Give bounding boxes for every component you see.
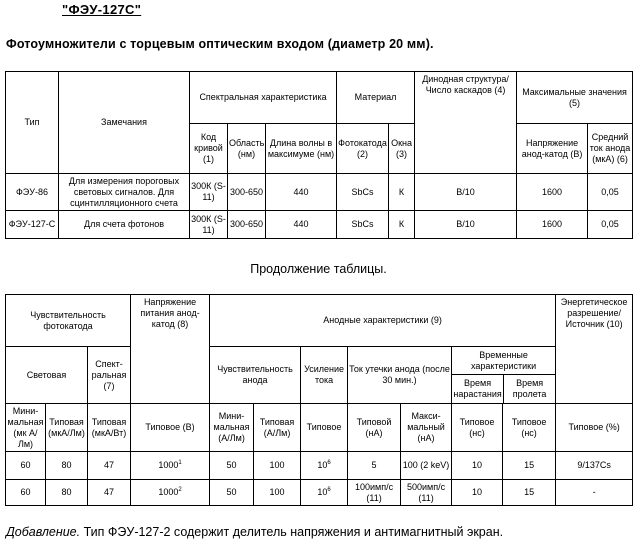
- cell-min-anode: 50: [210, 452, 254, 480]
- document-title: "ФЭУ-127С": [62, 2, 142, 17]
- header-anode-voltage: Напряжение анод-катод (В): [517, 124, 588, 174]
- table-row: [6, 174, 633, 211]
- addendum-label: Добавление.: [6, 525, 81, 539]
- header-remarks: Замечания: [59, 72, 190, 174]
- cell-typ-spectral: 47: [88, 480, 131, 506]
- cell-window: К: [389, 211, 415, 239]
- cell-photocathode: SbCs: [337, 174, 389, 211]
- cell-typ-luminous: 80: [46, 452, 88, 480]
- pmt-spec-table: [5, 71, 633, 239]
- addendum-text: Тип ФЭУ-127-2 содержит делитель напряжения и антимагнитный экран.: [80, 525, 504, 539]
- cell-photocathode: SbCs: [337, 211, 389, 239]
- header-window: Окна (3): [389, 124, 415, 174]
- header-time-characteristics: Временные характеристики: [452, 347, 555, 375]
- cell-voltage: 1000$^1$: [131, 452, 210, 480]
- cell-voltage: 1000$^2$: [131, 480, 210, 506]
- cell-curve-code: 300К (S-11): [190, 211, 228, 239]
- header-max-values: Максимальные значения (5): [517, 72, 633, 124]
- header-typ-anode: Типовая (А/Лм): [254, 404, 301, 452]
- header-anode-sensitivity: Чувствительность анода: [210, 347, 301, 404]
- header-material: Материал: [337, 72, 415, 124]
- header-range: Область (нм): [228, 124, 266, 174]
- cell-gain: $10^6$: [301, 480, 348, 506]
- cell-typ-anode: 100: [254, 452, 301, 480]
- cell-typ-anode: 100: [254, 480, 301, 506]
- header-gain: Усиление тока: [301, 347, 348, 404]
- header-typ-rise: Типовое (нс): [452, 404, 503, 452]
- table-row: [6, 480, 633, 506]
- cell-max-dark: 500имп/с (11): [401, 480, 452, 506]
- footnote-mark: 2: [178, 487, 182, 493]
- pmt-anode-table: [5, 294, 633, 506]
- cell-min-luminous: 60: [6, 452, 46, 480]
- header-rise-time: Время нарастания: [452, 375, 504, 403]
- cell-max-dark: 100 (2 keV): [401, 452, 452, 480]
- cell-curve-code: 300К (S-11): [190, 174, 228, 211]
- section-subtitle: Фотоумножители с торцевым оптическим входом (диаметр 20 мм).: [6, 37, 434, 51]
- cell-rise: 10: [452, 452, 503, 480]
- footnote-mark: 1: [178, 460, 182, 466]
- cell-typ-dark: 5: [348, 452, 401, 480]
- cell-resolution: 9/137Cs: [556, 452, 633, 480]
- header-typ-resolution: Типовое (%): [556, 404, 633, 452]
- table-row: [6, 452, 633, 480]
- cell-peak: 440: [266, 174, 337, 211]
- cell-peak: 440: [266, 211, 337, 239]
- header-typ-dark: Типовой (нА): [348, 404, 401, 452]
- cell-min-anode: 50: [210, 480, 254, 506]
- header-peak-wavelength: Длина волны в максимуме (нм): [266, 124, 337, 174]
- cell-rise: 10: [452, 480, 503, 506]
- gain-exponent: 6: [327, 487, 331, 493]
- cell-range: 300-650: [228, 211, 266, 239]
- cell-dynode: В/10: [415, 211, 517, 239]
- header-dynode: Динодная структура/Число каскадов (4): [415, 72, 517, 174]
- table-row: [6, 211, 633, 239]
- cell-type: ФЭУ-127-С: [6, 211, 59, 239]
- addendum-note: [6, 525, 503, 539]
- cell-current: 0,05: [588, 211, 633, 239]
- header-typ-luminous: Типовая (мкА/Лм): [46, 404, 88, 452]
- cell-window: К: [389, 174, 415, 211]
- cell-range: 300-650: [228, 174, 266, 211]
- header-dark-current: Ток утечки анода (после 30 мин.): [348, 347, 452, 404]
- header-sensitivity: Чувствительность фотокатода: [6, 295, 131, 347]
- gain-exponent: 6: [327, 460, 331, 466]
- header-max-dark: Макси-мальный (нА): [401, 404, 452, 452]
- header-luminous: Световая: [6, 347, 88, 404]
- cell-typ-spectral: 47: [88, 452, 131, 480]
- cell-type: ФЭУ-86: [6, 174, 59, 211]
- header-supply-voltage: Напряжение питания анод-катод (8): [131, 295, 210, 404]
- cell-current: 0,05: [588, 174, 633, 211]
- table-continuation-label: Продолжение таблицы.: [250, 262, 387, 276]
- header-typ-voltage: Типовое (В): [131, 404, 210, 452]
- header-typ-spectral: Типовая (мкА/Вт): [88, 404, 131, 452]
- header-transit-time: Время пролета: [512, 378, 547, 399]
- cell-transit: 15: [503, 452, 556, 480]
- header-typ-gain: Типовое: [301, 404, 348, 452]
- cell-remarks: Для измерения пороговых световых сигналов. Для сцинтилляционного счета: [59, 174, 190, 211]
- header-min-anode: Мини-мальная (А/Лм): [210, 404, 254, 452]
- cell-gain: $10^6$: [301, 452, 348, 480]
- cell-voltage: 1600: [517, 211, 588, 239]
- cell-resolution: -: [556, 480, 633, 506]
- cell-typ-dark: 100имп/с (11): [348, 480, 401, 506]
- cell-typ-luminous: 80: [46, 480, 88, 506]
- header-anode-characteristics: Анодные характеристики (9): [210, 295, 556, 347]
- header-spectral-sensitivity: Спект-ральная (7): [88, 347, 131, 404]
- header-min-luminous: Мини-мальная (мк А/Лм): [6, 404, 46, 452]
- cell-voltage: 1600: [517, 174, 588, 211]
- header-energy-resolution: Энергетическое разрешение/ Источник (10): [556, 295, 633, 404]
- header-curve-code: Код кривой (1): [190, 124, 228, 174]
- header-type: Тип: [6, 72, 59, 174]
- header-typ-transit: Типовое (нс): [503, 404, 556, 452]
- cell-dynode: В/10: [415, 174, 517, 211]
- cell-min-luminous: 60: [6, 480, 46, 506]
- header-mean-anode-current: Средний ток анода (мкА) (6): [588, 124, 633, 174]
- header-photocathode: Фотокатода (2): [337, 124, 389, 174]
- cell-transit: 15: [503, 480, 556, 506]
- cell-remarks: Для счета фотонов: [59, 211, 190, 239]
- header-spectral: Спектральная характеристика: [190, 72, 337, 124]
